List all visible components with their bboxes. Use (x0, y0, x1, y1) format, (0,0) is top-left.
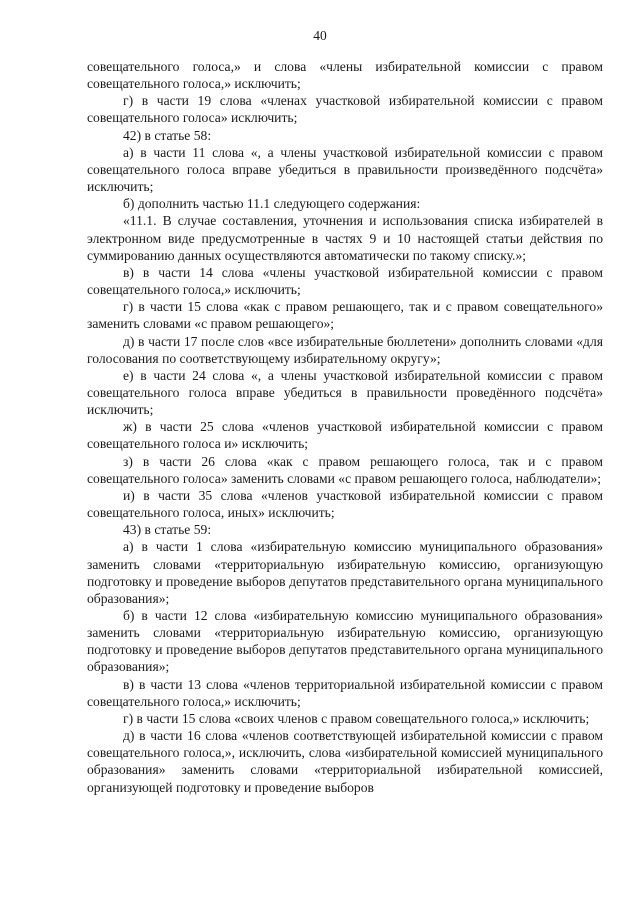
paragraph: б) дополнить частью 11.1 следующего содержания: (123, 196, 421, 212)
paragraph: 43) в статье 59: (123, 522, 212, 538)
paragraph: а) в части 11 слова «, а члены участковой избирательной комиссии с правом совещательного голоса вправе убедиться в правильности произведённого подсчёта» исключить; (87, 144, 603, 195)
paragraph: совещательного голоса,» и слова «члены избирательной комиссии с правом совещательного голоса,» исключить; (87, 59, 603, 92)
document-body (87, 58, 603, 796)
paragraph: и) в части 35 слова «членов участковой избирательной комиссии с правом совещательного голоса, иных» исключить; (87, 487, 603, 521)
paragraph: г) в части 15 слова «своих членов с правом совещательного голоса,» исключить; (123, 710, 590, 726)
paragraph: ж) в части 25 слова «членов участковой избирательной комиссии с правом совещательного голоса и» исключить; (87, 419, 603, 452)
paragraph: 42) в статье 58: (123, 127, 212, 143)
page-number: 40 (313, 28, 327, 43)
paragraph: в) в части 13 слова «членов территориальной избирательной комиссии с правом совещательного голоса,» исключить; (87, 676, 603, 709)
paragraph: з) в части 26 слова «как с правом решающего голоса, так и с правом совещательного голоса» заменить словами «с правом решающего голоса, наблюдатели»; (87, 453, 603, 486)
paragraph: г) в части 19 слова «членах участковой избирательной комиссии с правом совещательного голоса» исключить; (87, 93, 603, 126)
paragraph: д) в части 17 после слов «все избирательные бюллетени» дополнить словами «для голосования по соответствующему избирательному округу»; (87, 333, 603, 366)
paragraph: «11.1. В случае составления, уточнения и использования списка избирателей в электронном виде предусмотренные в частях 9 и 10 настоящей статьи действия по суммированию данных осуществляются автоматически по такому списку.»; (87, 213, 603, 263)
paragraph: а) в части 1 слова «избирательную комиссию муниципального образования» заменить словами «территориальную избирательную комиссию, организующую подготовку и проведение выборов депутатов представительного органа муниципального образования»; (87, 539, 603, 606)
paragraph: г) в части 15 слова «как с правом решающего, так и с правом совещательного» заменить словами «с правом решающего»; (87, 299, 603, 332)
paragraph: в) в части 14 слова «члены участковой избирательной комиссии с правом совещательного голоса,» исключить; (87, 264, 603, 298)
paragraph: б) в части 12 слова «избирательную комиссию муниципального образования» заменить словами «территориальную избирательную комиссию, организующую подготовку и проведение выборов депутатов представительного органа муниципального образования»; (87, 608, 603, 675)
paragraph: е) в части 24 слова «, а члены участковой избирательной комиссии с правом совещательного голоса вправе убедиться в правильности проведённого подсчёта» исключить; (87, 367, 603, 418)
paragraph: д) в части 16 слова «членов соответствующей избирательной комиссии с правом совещательного голоса,», исключить, слова «избирательной комиссией муниципального образования» заменить словами «территориальной избирательной комиссией, организующей подготовку и проведение выборов (87, 728, 603, 795)
